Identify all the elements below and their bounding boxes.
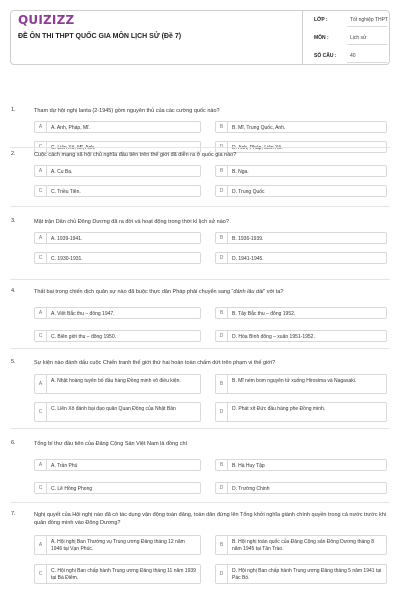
question-number: 6. (11, 440, 16, 446)
option-text: C. Liên Xô, Mĩ, Anh. (51, 145, 96, 151)
option-a[interactable] (34, 232, 201, 244)
question-text-part: Thất bại trong chiến dịch quân sự nào đã buộc thực dân Pháp phải chuyển sang “ (34, 289, 234, 295)
question-text (34, 288, 386, 296)
option-letter: B (216, 166, 228, 176)
question-number: 2. (11, 151, 16, 157)
option-text: A. Cu Ba. (51, 169, 73, 175)
option-letter: C (35, 186, 47, 196)
option-c[interactable] (34, 330, 201, 342)
divider (10, 279, 390, 280)
option-text: D. Trung Quốc (232, 189, 265, 195)
option-text: D. Anh, Pháp, Liên Xô. (232, 145, 283, 151)
option-letter: C (35, 403, 47, 421)
option-letter: D (216, 331, 228, 341)
option-text: D. Phát xít Đức đầu hàng phe Đồng minh. (232, 406, 326, 412)
meta-subject-row (303, 29, 391, 46)
meta-count-value: 40 (350, 53, 356, 59)
option-text: C. Liên Xô đánh bại đạo quân Quan Đông của Nhật Bản (51, 406, 176, 412)
divider (10, 502, 390, 503)
option-text: A. Nhật hoàng tuyên bố đầu hàng Đồng minh vô điều kiện. (51, 378, 181, 384)
option-text: D. Hòa Bình đông – xuân 1951-1952. (232, 334, 315, 340)
option-b[interactable] (215, 307, 387, 319)
option-letter: B (216, 122, 228, 132)
option-d[interactable] (215, 402, 387, 422)
option-text: A. Việt Bắc thu – đông 1947. (51, 311, 115, 317)
option-letter: B (216, 233, 228, 243)
option-letter: C (35, 565, 47, 583)
option-letter: A (35, 308, 47, 318)
option-letter: D (216, 142, 228, 152)
question-number: 1. (11, 107, 16, 113)
worksheet-title: ĐỀ ÔN THI THPT QUỐC GIA MÔN LỊCH SỬ (Đề 7) (18, 33, 182, 40)
meta-count-row (303, 47, 391, 64)
meta-class-row (303, 11, 391, 28)
option-text: C. Hội nghị Ban chấp hành Trung ương Đảng tháng 11 năm 1939 tại Bà Điểm. (51, 568, 196, 581)
option-text: D. Hội nghị Ban chấp hành Trung ương Đảng tháng 5 năm 1941 tại Pác Bó. (232, 568, 382, 581)
option-text: B. Tây Bắc thu – đông 1952. (232, 311, 296, 317)
option-letter: D (216, 483, 228, 493)
option-text: C. 1930-1931. (51, 256, 83, 262)
question-text: Sự kiện nào đánh dấu cuộc Chiến tranh thế giới thứ hai hoàn toàn chấm dứt trên phạm vi thế giới? (34, 360, 276, 366)
option-c[interactable] (34, 564, 201, 584)
option-a[interactable] (34, 307, 201, 319)
question-text-emphasis: đánh lâu dài (233, 289, 264, 295)
option-d[interactable] (215, 185, 387, 197)
option-letter: A (35, 166, 47, 176)
option-text: C. Lê Hồng Phong (51, 486, 93, 492)
option-c[interactable] (34, 402, 201, 422)
meta-subject-value: Lịch sử (350, 35, 367, 41)
option-letter: A (35, 375, 47, 393)
question-number: 4. (11, 288, 16, 294)
option-text: B. Nga. (232, 169, 249, 175)
option-c[interactable] (34, 185, 201, 197)
option-d[interactable] (215, 564, 387, 584)
option-b[interactable] (215, 232, 387, 244)
option-b[interactable] (215, 535, 387, 555)
option-a[interactable] (34, 459, 201, 471)
question-text: Tổng bí thư đầu tiên của Đảng Cộng Sản Việt Nam là đồng chí (34, 441, 188, 447)
option-letter: B (216, 460, 228, 470)
option-a[interactable] (34, 535, 201, 555)
option-b[interactable] (215, 374, 387, 394)
meta-class-key: LỚP : (314, 17, 328, 23)
divider (10, 206, 390, 207)
meta-count-key: SỐ CÂU : (314, 53, 337, 59)
question-number: 7. (11, 511, 16, 517)
divider (10, 348, 390, 349)
option-letter: C (35, 483, 47, 493)
worksheet-header (10, 10, 390, 65)
option-text: B. Mĩ, Trung Quốc, Anh. (232, 125, 286, 131)
option-b[interactable] (215, 121, 387, 133)
option-letter: A (35, 536, 47, 554)
option-letter: B (216, 308, 228, 318)
option-text: A. Anh, Pháp, Mĩ. (51, 125, 90, 131)
option-letter: C (35, 142, 47, 152)
question-number: 3. (11, 218, 16, 224)
worksheet-meta (302, 11, 390, 64)
question-text: Tham dự hội nghị Ianta (2-1945) gồm nguyên thủ của các cường quốc nào? (34, 108, 220, 114)
option-letter: A (35, 460, 47, 470)
question-text: Mặt trận Dân chủ Đông Dương đã ra đời và hoạt động trong thời kì lịch sử nào? (34, 219, 229, 225)
meta-underline (347, 44, 387, 45)
option-a[interactable] (34, 374, 201, 394)
option-text: B. Hội nghị toàn quốc của Đảng Cộng sản Đông Dương tháng 8 năm 1945 tại Tân Trào. (232, 539, 374, 552)
option-b[interactable] (215, 165, 387, 177)
meta-underline (347, 62, 387, 63)
question-text-part: ” với ta? (263, 289, 284, 295)
option-b[interactable] (215, 459, 387, 471)
option-c[interactable] (34, 252, 201, 264)
option-letter: D (216, 186, 228, 196)
option-text: A. Hội nghị Ban Thường vụ Trung ương Đảng tháng 12 năm 1946 tại Vạn Phúc. (51, 539, 185, 552)
option-text: A. 1939-1941. (51, 236, 83, 242)
option-a[interactable] (34, 165, 201, 177)
option-d[interactable] (215, 252, 387, 264)
option-letter: A (35, 233, 47, 243)
divider (10, 147, 390, 148)
option-text: C. Biên giới thu – đông 1950. (51, 334, 116, 340)
meta-subject-key: MÔN : (314, 35, 329, 41)
option-text: D. 1941-1945. (232, 256, 264, 262)
question-text: Cuộc cách mạng xã hội chủ nghĩa đầu tiên trên thế giới đã diễn ra ở quốc gia nào? (34, 152, 237, 158)
option-text: C. Triều Tiên. (51, 189, 81, 195)
option-c[interactable] (34, 482, 201, 494)
option-text: A. Trần Phú (51, 463, 78, 469)
question-number: 5. (11, 359, 16, 365)
option-a[interactable] (34, 121, 201, 133)
option-d[interactable] (215, 482, 387, 494)
option-text: B. 1936-1939. (232, 236, 264, 242)
option-letter: B (216, 536, 228, 554)
question-text: Nghị quyết của Hội nghị nào đã có tác dụng vận động toàn đảng, toàn dân đứng lên Tổng khởi nghĩa giành chính quyền trong cả nước trước khi quân đồng minh vào Đông Dương? (34, 512, 387, 526)
divider (10, 428, 390, 429)
option-letter: B (216, 375, 228, 393)
option-text: B. Hà Huy Tập (232, 463, 265, 469)
option-letter: C (35, 253, 47, 263)
option-letter: D (216, 253, 228, 263)
option-text: D. Trường Chinh (232, 486, 270, 492)
option-letter: D (216, 403, 228, 421)
option-letter: C (35, 331, 47, 341)
option-letter: A (35, 122, 47, 132)
quizizz-logo: QUIZIZZ (18, 13, 75, 27)
option-text: B. Mĩ ném bom nguyên tử xuống Hirosima và Nagasaki. (232, 378, 357, 384)
meta-underline (347, 26, 387, 27)
option-letter: D (216, 565, 228, 583)
option-d[interactable] (215, 330, 387, 342)
meta-class-value: Tốt nghiệp THPT (350, 17, 388, 23)
